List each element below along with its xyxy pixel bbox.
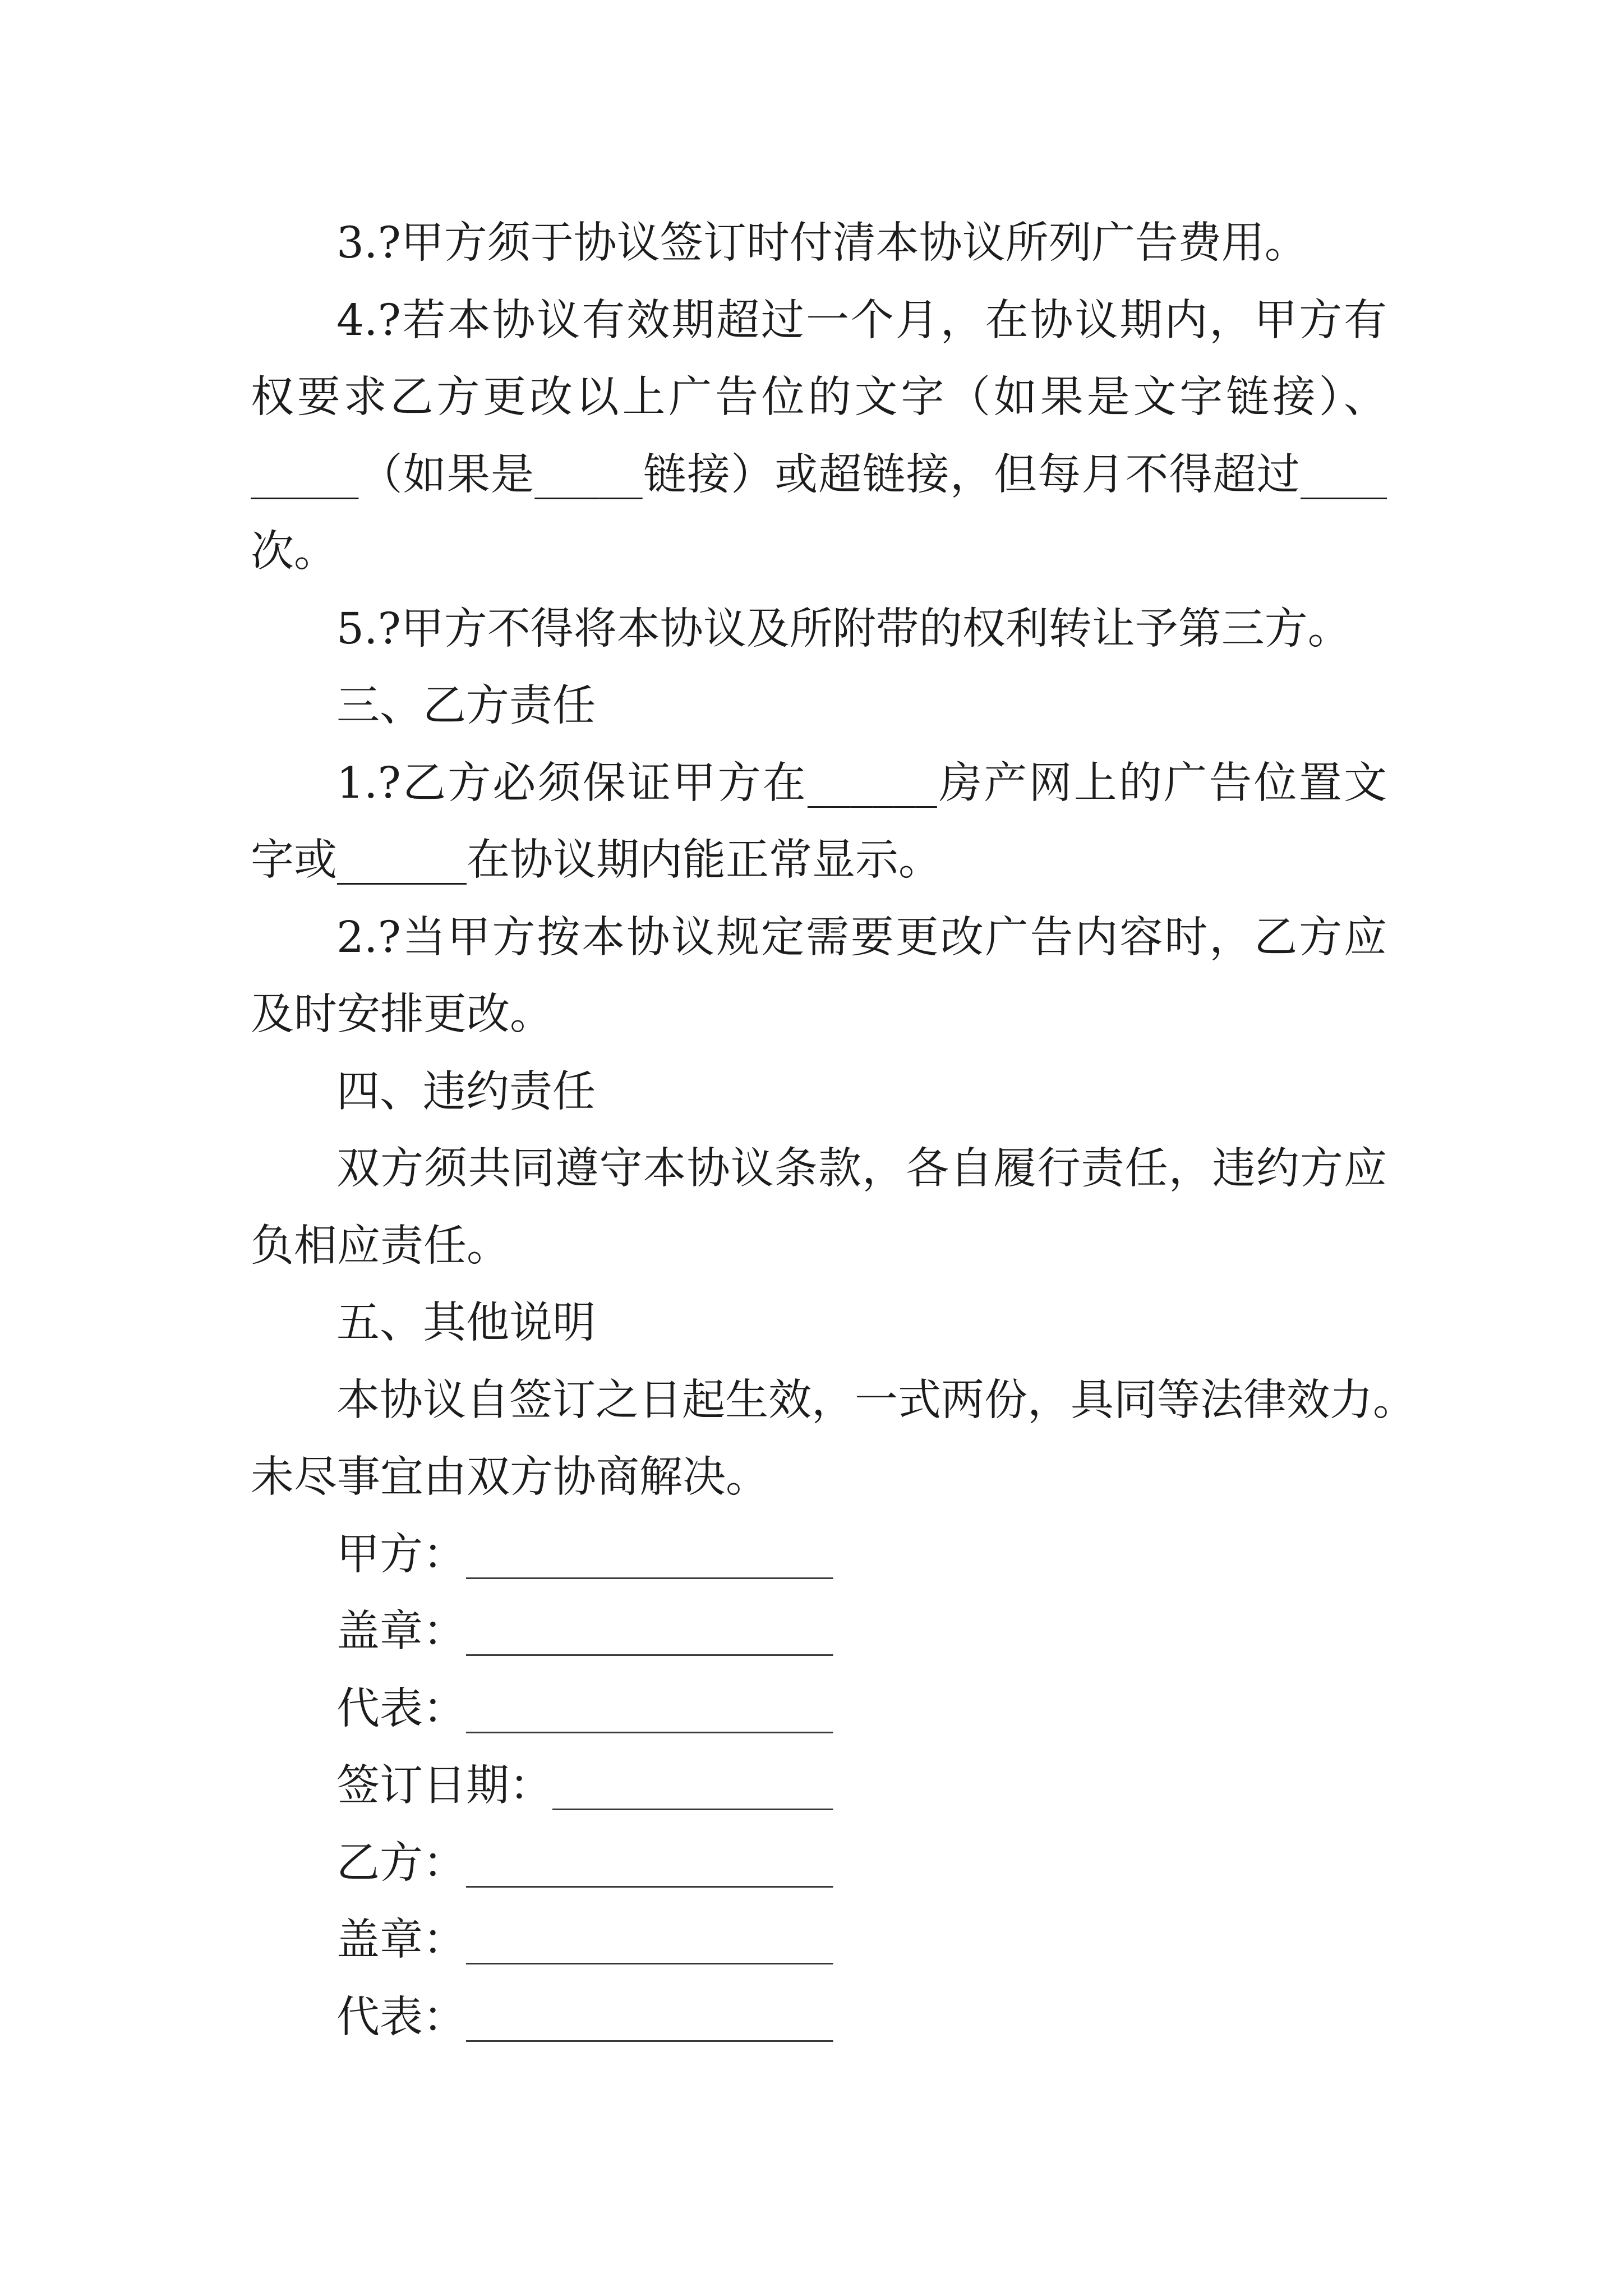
signature-label: 代表： — [336, 1683, 466, 1734]
clause-change-line: 次。 — [251, 527, 337, 577]
section-heading-other: 五、其他说明 — [336, 1298, 596, 1348]
clause-display-line: 字或______在协议期内能正常显示。 — [251, 835, 942, 885]
contract-body — [251, 205, 1416, 2056]
signature-party-a-seal — [251, 1593, 1387, 1671]
signature-blank-line: _________________ — [466, 1915, 833, 1965]
clause-payment-line: 3.?甲方须于协议签订时付清本协议所列广告费用。 — [336, 218, 1308, 268]
clause-other-line: 本协议自签订之日起生效，一式两份，具同等法律效力。 — [336, 1375, 1416, 1425]
clause-other-line: 未尽事宜由双方协商解决。 — [251, 1452, 769, 1502]
clause-breach-line: 负相应责任。 — [251, 1221, 510, 1271]
signature-blank-line: _________________ — [466, 1992, 833, 2042]
signature-party-b-seal — [251, 1902, 1387, 1979]
signature-blank-line: _________________ — [466, 1683, 833, 1734]
signature-party-a — [251, 1516, 1387, 1594]
signature-label: 乙方： — [336, 1838, 466, 1888]
signature-label: 盖章： — [336, 1607, 466, 1657]
signature-date — [251, 1747, 1387, 1825]
section-heading-party-b: 三、乙方责任 — [336, 681, 596, 731]
signature-label: 盖章： — [336, 1915, 466, 1965]
clause-change-line: _____（如果是_____链接）或超链接，但每月不得超过____ — [251, 449, 1387, 500]
signature-blank-line: _________________ — [466, 1838, 833, 1888]
signature-party-b — [251, 1825, 1387, 1902]
signature-party-b-representative — [251, 1979, 1387, 2056]
signature-party-a-representative — [251, 1671, 1387, 1748]
section-heading-breach: 四、违约责任 — [336, 1066, 596, 1117]
clause-change-line: 4.?若本协议有效期超过一个月，在协议期内，甲方有 — [336, 295, 1387, 346]
signature-label: 签订日期： — [336, 1761, 552, 1811]
signature-blank-line: _____________ — [552, 1761, 833, 1811]
clause-update-line: 2.?当甲方按本协议规定需要更改广告内容时，乙方应 — [336, 912, 1387, 963]
clause-breach-line: 双方须共同遵守本协议条款，各自履行责任，违约方应 — [336, 1144, 1387, 1194]
clause-transfer-line: 5.?甲方不得将本协议及所附带的权利转让予第三方。 — [336, 604, 1351, 654]
signature-label: 甲方： — [336, 1529, 466, 1580]
clause-display-line: 1.?乙方必须保证甲方在______房产网上的广告位置文 — [336, 758, 1387, 808]
clause-change-line: 权要求乙方更改以上广告位的文字（如果是文字链接）、 — [251, 372, 1387, 422]
signature-blank-line: _________________ — [466, 1529, 833, 1580]
signature-label: 代表： — [336, 1992, 466, 2042]
clause-update-line: 及时安排更改。 — [251, 990, 553, 1039]
signature-blank-line: _________________ — [466, 1607, 833, 1657]
